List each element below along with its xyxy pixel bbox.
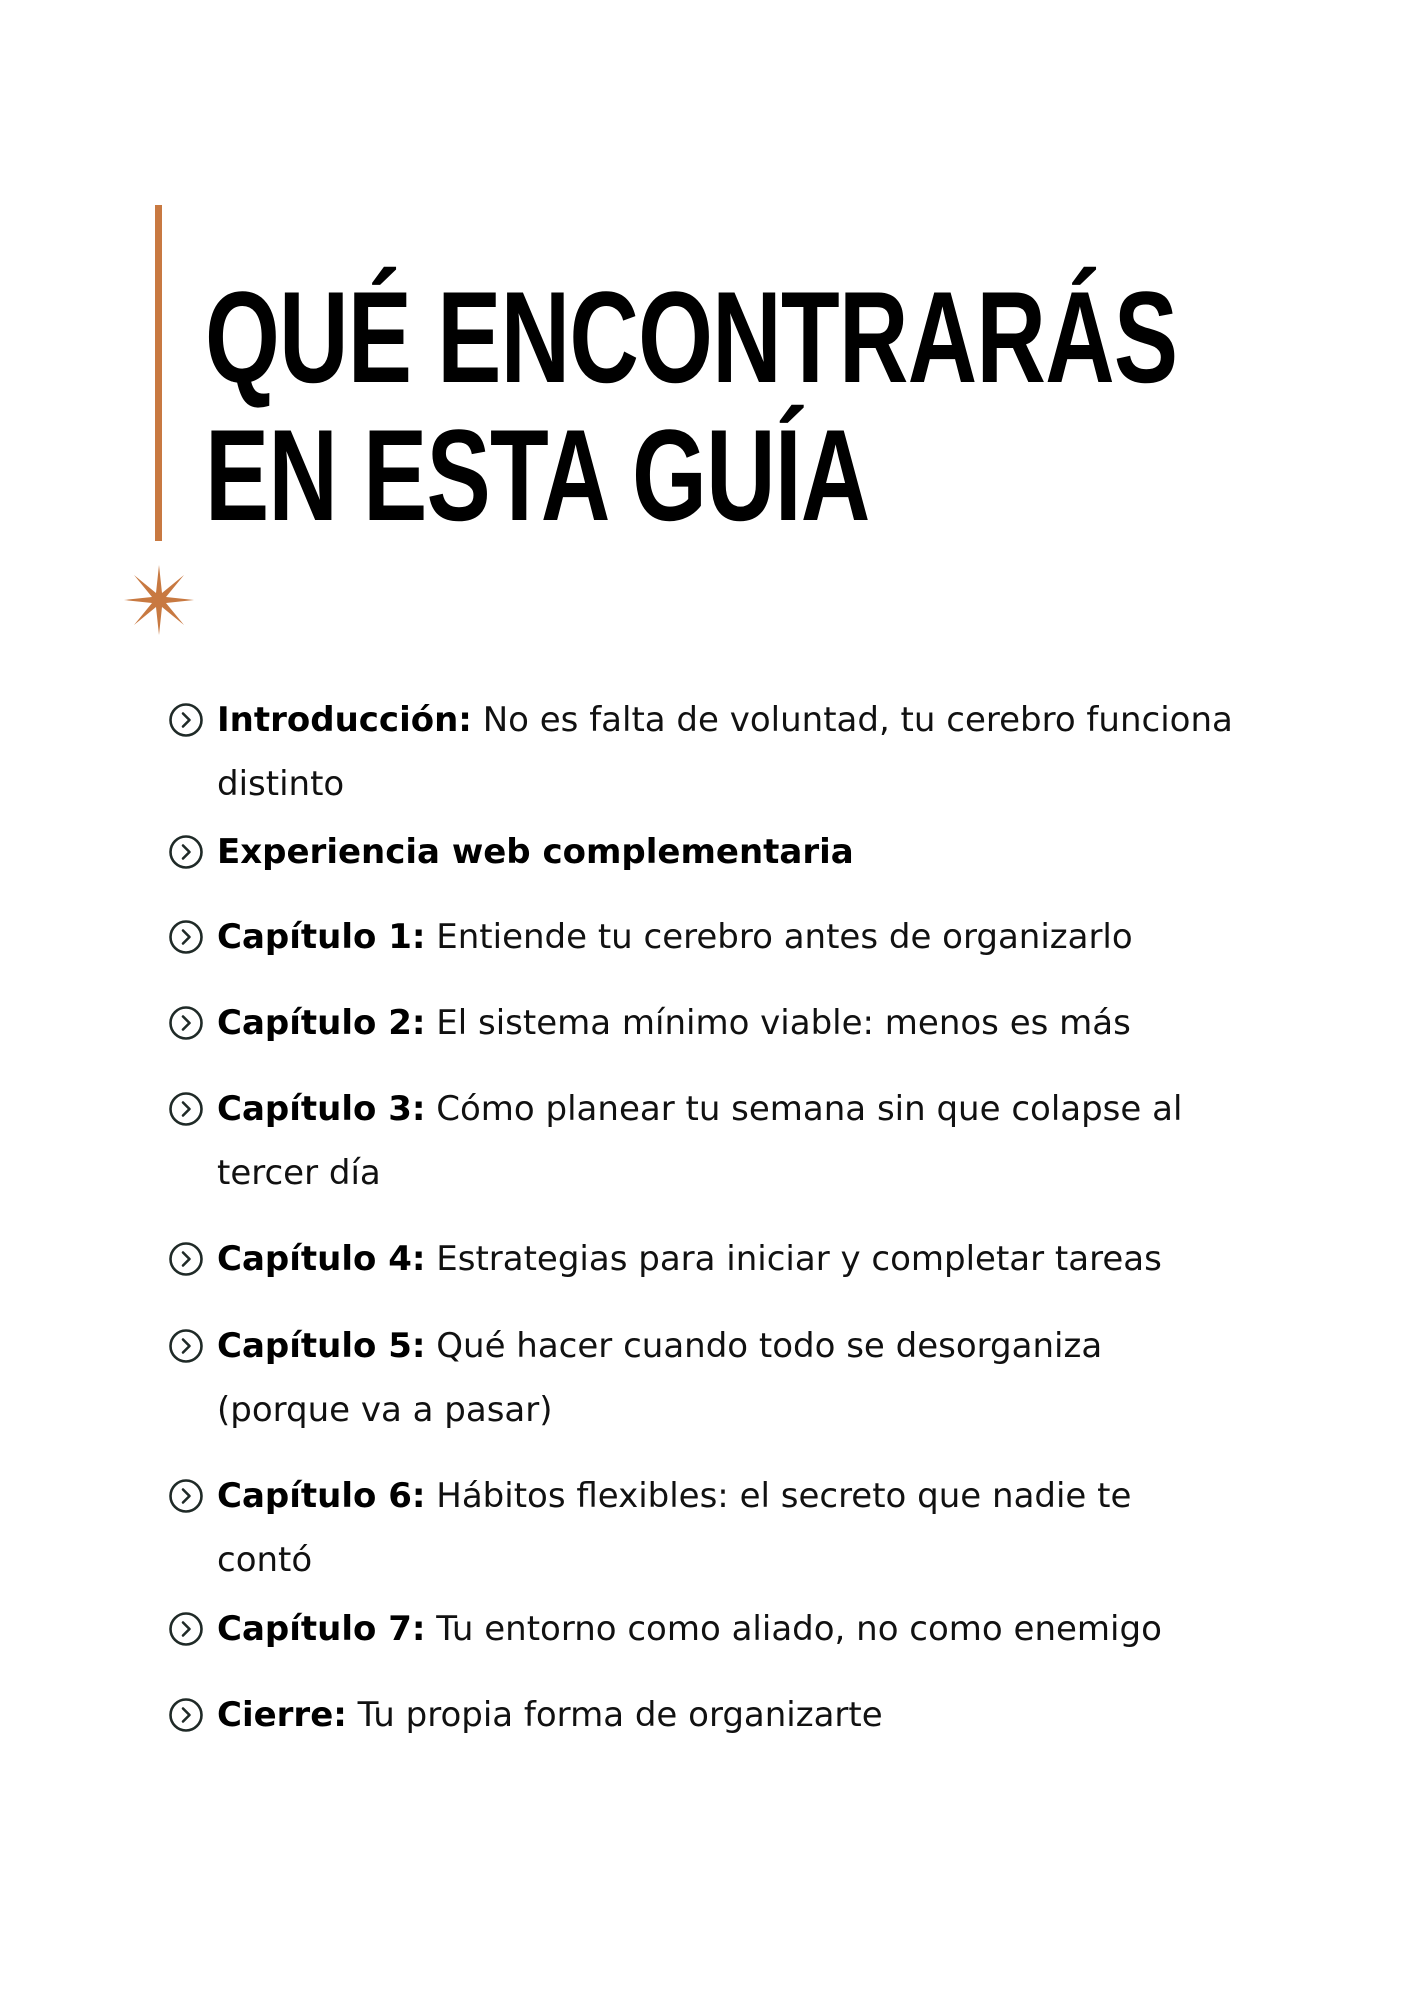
toc-item-capitulo-6 (168, 1464, 1248, 1592)
toc-item-capitulo-1 (168, 905, 1248, 969)
toc-item-cierre (168, 1683, 1248, 1747)
circle-chevron-right-icon (168, 1005, 204, 1041)
toc-item-text (217, 991, 1237, 1055)
toc-item-description: Tu propia forma de organizarte (346, 1695, 883, 1735)
circle-chevron-right-icon (168, 1697, 204, 1733)
page-title (205, 264, 1178, 548)
title-line-2: EN ESTA GUÍA (205, 402, 870, 548)
toc-item-label: Capítulo 2: (217, 1003, 426, 1043)
toc-item-text (217, 1683, 1237, 1747)
toc-item-text (217, 688, 1237, 816)
sparkle-star-icon (124, 565, 194, 635)
toc-item-description: El sistema mínimo viable: menos es más (425, 1003, 1131, 1043)
toc-item-label: Capítulo 7: (217, 1609, 426, 1649)
toc-item-label: Capítulo 5: (217, 1326, 426, 1366)
toc-item-capitulo-3 (168, 1077, 1248, 1205)
title-line-1: QUÉ ENCONTRARÁS (205, 264, 1178, 410)
toc-item-label: Introducción: (217, 700, 472, 740)
toc-item-text (217, 905, 1237, 969)
circle-chevron-right-icon (168, 1091, 204, 1127)
toc-item-description: Hábitos flexibles: el secreto que nadie te contó (217, 1476, 1132, 1580)
toc-item-label: Capítulo 4: (217, 1239, 426, 1279)
toc-item-label: Cierre: (217, 1695, 347, 1735)
circle-chevron-right-icon (168, 1241, 204, 1277)
toc-item-description: Tu entorno como aliado, no como enemigo (425, 1609, 1162, 1649)
toc-item-label: Experiencia web complementaria (217, 832, 854, 872)
toc-item-label: Capítulo 1: (217, 917, 426, 957)
circle-chevron-right-icon (168, 702, 204, 738)
toc-item-description: Cómo planear tu semana sin que colapse al tercer día (217, 1089, 1183, 1193)
toc-item-description: Estrategias para iniciar y completar tareas (425, 1239, 1162, 1279)
toc-item-text (217, 820, 1237, 884)
toc-item-capitulo-7 (168, 1597, 1248, 1661)
toc-item-text (217, 1314, 1237, 1442)
circle-chevron-right-icon (168, 1611, 204, 1647)
toc-item-label: Capítulo 6: (217, 1476, 426, 1516)
circle-chevron-right-icon (168, 1328, 204, 1364)
toc-item-capitulo-4 (168, 1227, 1248, 1291)
star-shape (124, 565, 194, 635)
toc-item-introduccion (168, 688, 1248, 816)
accent-bar (155, 205, 162, 541)
toc-item-experiencia-web (168, 820, 1248, 884)
toc-item-description: Qué hacer cuando todo se desorganiza (porque va a pasar) (217, 1326, 1103, 1430)
toc-item-description: No es falta de voluntad, tu cerebro funciona distinto (217, 700, 1233, 804)
toc-item-description: Entiende tu cerebro antes de organizarlo (425, 917, 1133, 957)
toc-item-text (217, 1227, 1237, 1291)
toc-item-text (217, 1077, 1237, 1205)
toc-item-capitulo-5 (168, 1314, 1248, 1442)
circle-chevron-right-icon (168, 834, 204, 870)
toc-item-label: Capítulo 3: (217, 1089, 426, 1129)
toc-item-capitulo-2 (168, 991, 1248, 1055)
toc-item-text (217, 1597, 1237, 1661)
circle-chevron-right-icon (168, 919, 204, 955)
toc-item-text (217, 1464, 1237, 1592)
circle-chevron-right-icon (168, 1478, 204, 1514)
